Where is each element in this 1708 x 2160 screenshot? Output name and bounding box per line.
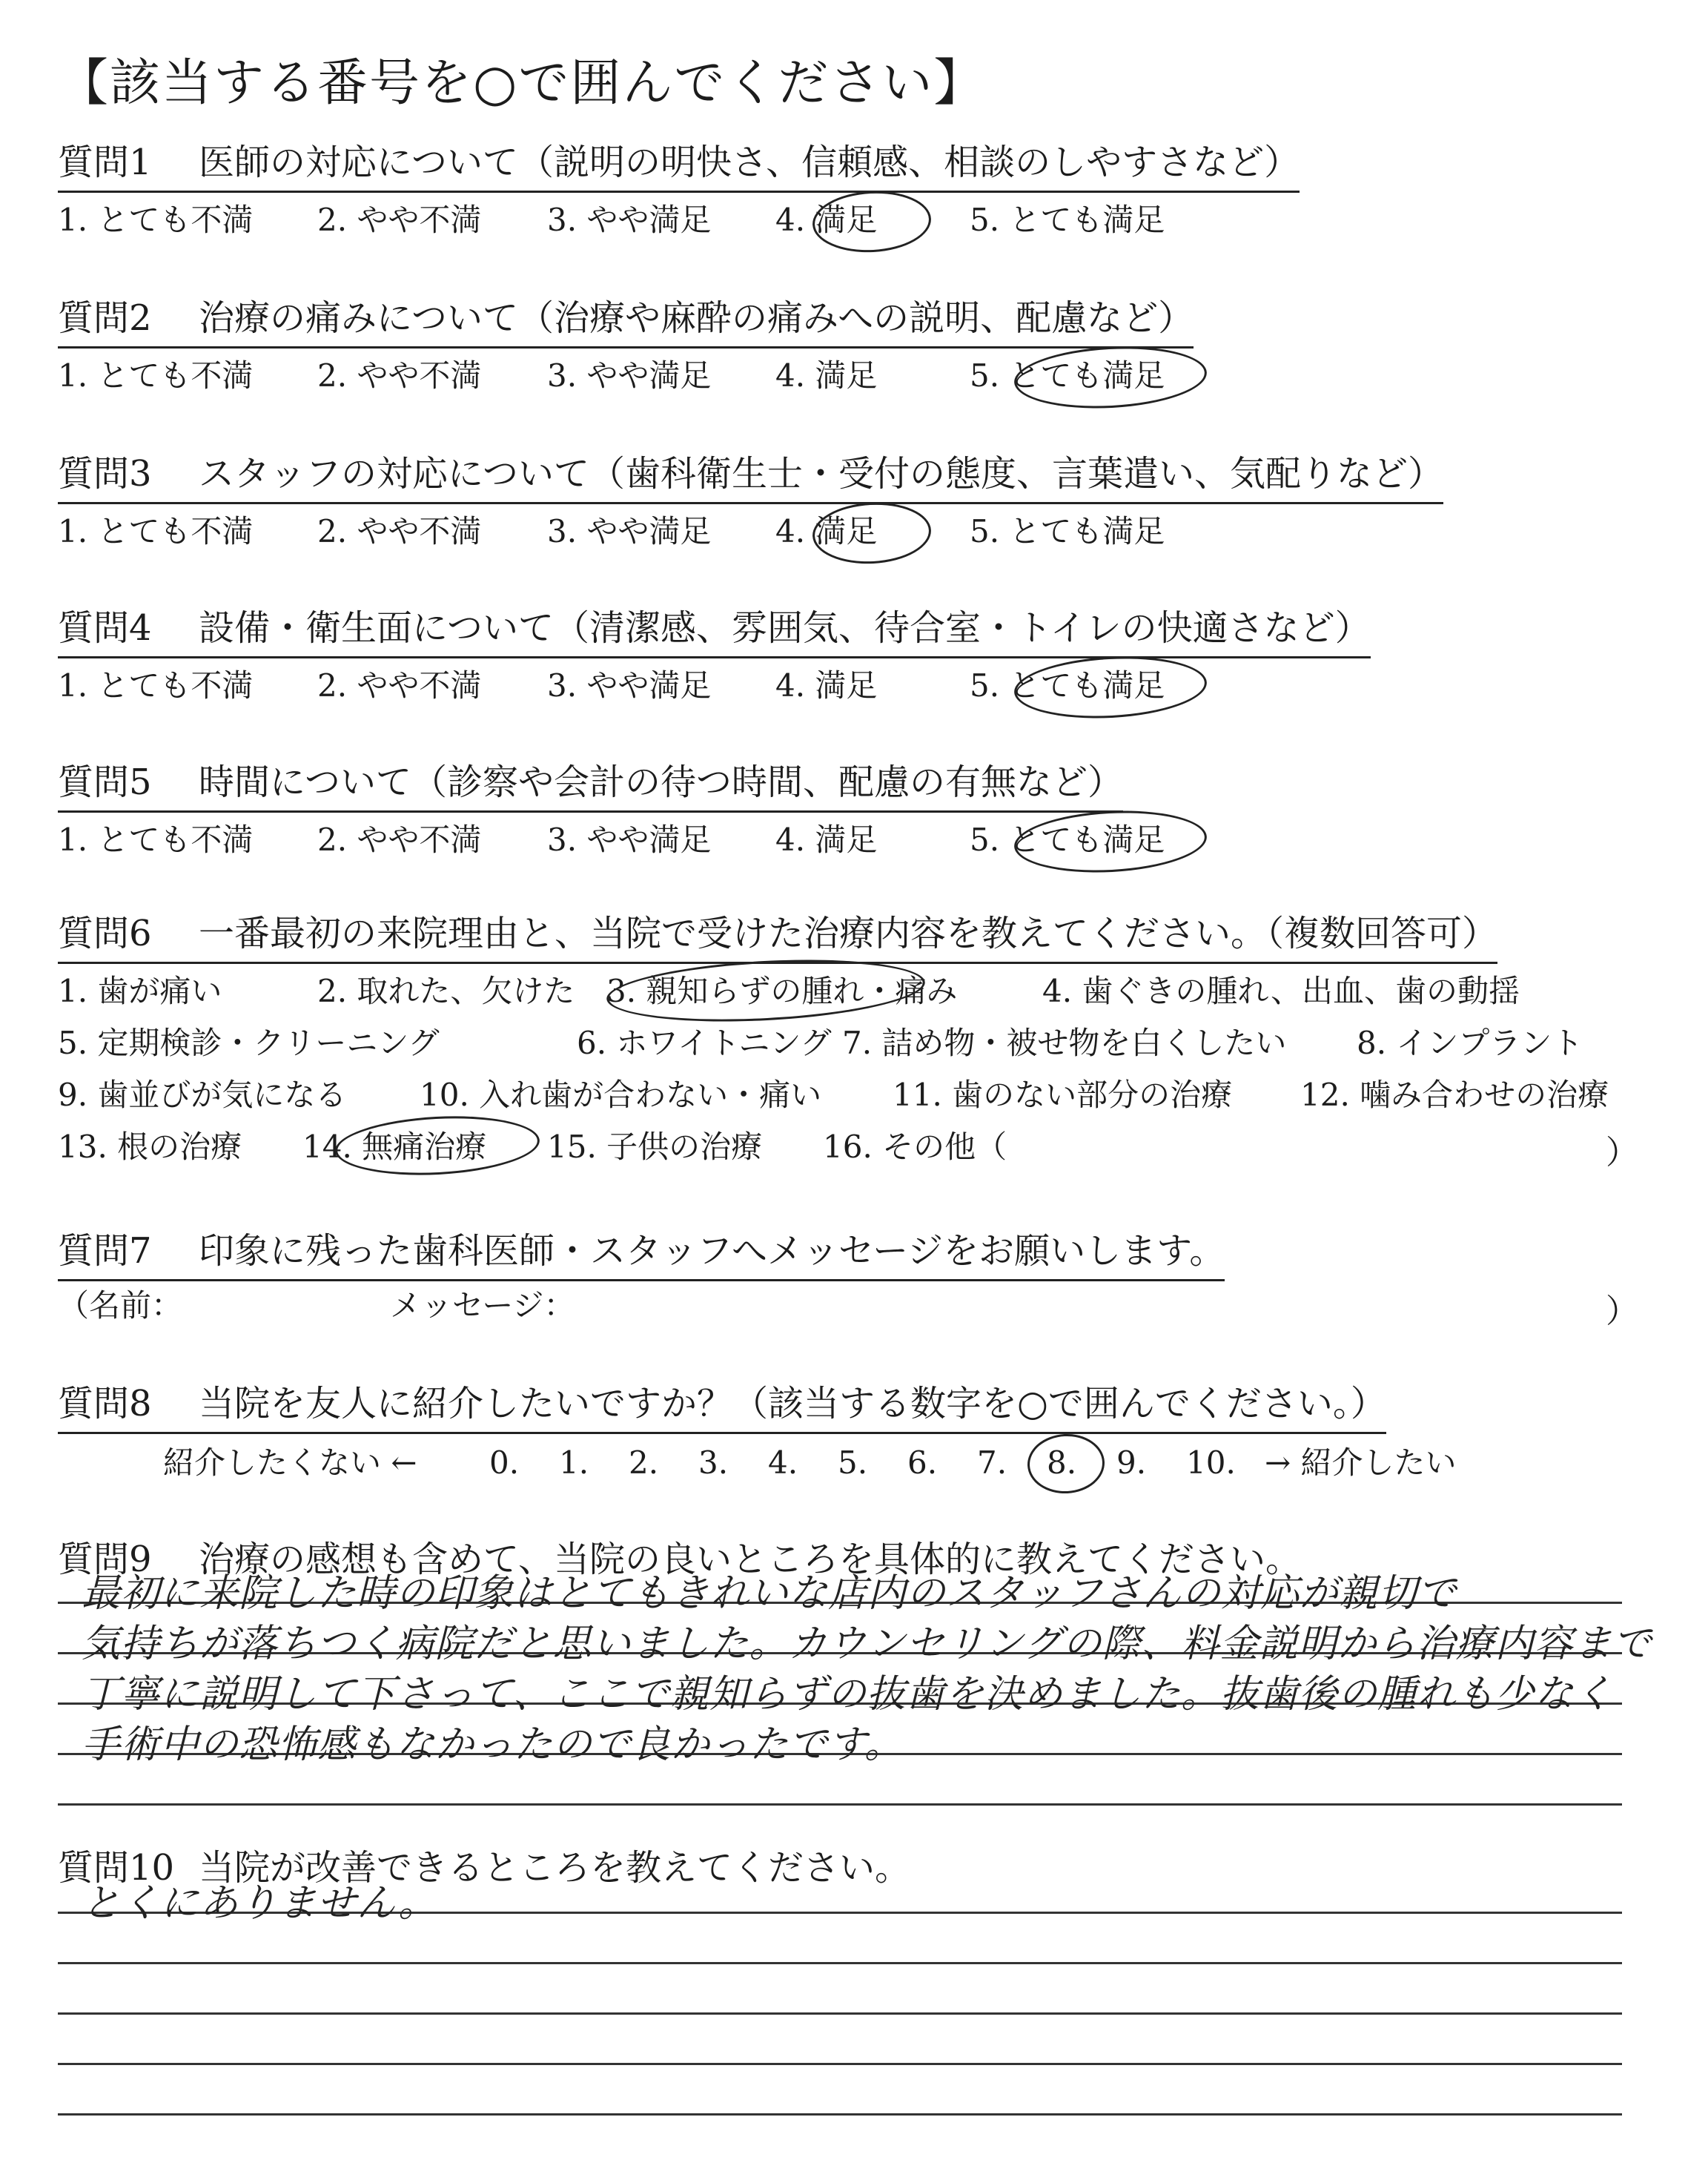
q4-option[interactable]: 3. やや満足 [547,667,712,704]
q3-option[interactable]: 3. やや満足 [547,513,712,549]
q9-handwritten-line: 丁寧に説明して下さって、ここで親知らずの抜歯を決めました。抜歯後の腫れも少なく [82,1672,1613,1717]
q8-scale-option[interactable]: 10. [1186,1444,1236,1481]
q6-option[interactable]: 6. ホワイトニング [577,1025,832,1061]
q2-selection-circle [1013,342,1208,412]
q2-text: 治療の痛みについて（治療や麻酔の痛みへの説明、配慮など） [199,297,1194,339]
q7-message-label: メッセージ： [390,1287,575,1324]
q9-handwritten-line: 気持ちが落ちつく病院だと思いました。カウンセリングの際、料金説明から治療内容まで [82,1622,1652,1666]
q8-scale-option[interactable]: 5. [838,1444,868,1481]
q3-heading [58,454,1443,504]
q8-scale-option[interactable]: 1. [559,1444,589,1481]
q4-option[interactable]: 4. 満足 [775,667,878,704]
q3-option[interactable]: 1. とても不満 [58,513,254,549]
q10-answer-rule [58,2113,1622,2116]
q4-option[interactable]: 2. やや不満 [317,667,482,704]
q10-text: 当院が改善できるところを教えてください。 [199,1847,911,1889]
q8-selection-circle [1026,1432,1106,1495]
q10-number: 質問10 [58,1847,175,1889]
q6-option[interactable]: 8. インプラント [1357,1025,1583,1061]
q6-close-paren: ） [1606,1134,1638,1172]
q1-selection-circle [811,188,933,255]
q9-answer-rule [58,1803,1622,1806]
q6-selection-circle [334,1112,541,1180]
q2-option[interactable]: 4. 満足 [775,357,878,394]
q3-text: スタッフの対応について（歯科衛生士・受付の態度、言葉遣い、気配りなど） [199,453,1444,495]
q4-text: 設備・衛生面について（清潔感、雰囲気、待合室・トイレの快適さなど） [199,607,1371,649]
q9-text: 治療の感想も含めて、当院の良いところを具体的に教えてください。 [199,1539,1302,1580]
q2-number: 質問2 [58,297,152,339]
q6-option[interactable]: 2. 取れた、欠けた [317,973,575,1009]
q1-option[interactable]: 2. やや不満 [317,202,482,238]
q10-answer-rule [58,1962,1622,1964]
q3-number: 質問3 [58,453,152,495]
q1-heading [58,142,1300,193]
q1-option[interactable]: 4. 満足 [775,202,878,238]
q6-option[interactable]: 10. 入れ歯が合わない・痛い [420,1077,822,1113]
q6-text: 一番最初の来院理由と、当院で受けた治療内容を教えてください。（複数回答可） [199,913,1498,954]
q4-heading [58,608,1371,658]
q4-option[interactable]: 5. とても満足 [970,667,1165,704]
q9-handwritten-line: 手術中の恐怖感もなかったので良かったです。 [82,1723,904,1767]
q5-number: 質問5 [58,762,152,803]
q8-heading [58,1384,1386,1434]
q9-number: 質問9 [58,1539,152,1580]
q1-option[interactable]: 1. とても不満 [58,202,254,238]
q6-option[interactable]: 15. 子供の治療 [547,1129,763,1165]
q6-option[interactable]: 14. 無痛治療 [302,1129,487,1165]
q8-text: 当院を友人に紹介したいですか？（該当する数字を○で囲んでください。） [199,1383,1386,1424]
q5-option[interactable]: 1. とても不満 [58,822,254,858]
q1-text: 医師の対応について（説明の明快さ、信頼感、相談のしやすさなど） [199,142,1300,183]
q3-option[interactable]: 2. やや不満 [317,513,482,549]
q6-heading [58,914,1497,964]
q7-text: 印象に残った歯科医師・スタッフへメッセージをお願いします。 [199,1230,1225,1272]
q2-option[interactable]: 1. とても不満 [58,357,254,394]
q8-scale-option[interactable]: 0. [489,1444,520,1481]
q5-text: 時間について（診察や会計の待つ時間、配慮の有無など） [199,762,1124,803]
q1-option[interactable]: 5. とても満足 [970,202,1165,238]
q10-handwritten-line: とくにありません。 [82,1881,438,1926]
q8-right-label: → 紹介したい [1265,1444,1457,1481]
q2-option[interactable]: 5. とても満足 [970,357,1165,394]
q6-number: 質問6 [58,913,152,954]
q4-selection-circle [1013,652,1208,722]
q7-name-label: （名前： [58,1287,183,1324]
q6-option[interactable]: 1. 歯が痛い [58,973,222,1009]
q5-option[interactable]: 2. やや不満 [317,822,482,858]
q3-selection-circle [811,500,933,567]
q7-close-paren: ） [1606,1292,1638,1330]
q6-option[interactable]: 16. その他（ [823,1129,1007,1165]
q4-option[interactable]: 1. とても不満 [58,667,254,704]
q8-scale-option[interactable]: 3. [698,1444,729,1481]
q6-option[interactable]: 7. 詰め物・被せ物を白くしたい [842,1025,1287,1061]
q5-selection-circle [1013,806,1208,876]
q6-option[interactable]: 5. 定期検診・クリーニング [58,1025,440,1061]
q6-option[interactable]: 9. 歯並びが気になる [58,1077,347,1113]
q1-number: 質問1 [58,142,152,183]
q8-scale-option[interactable]: 9. [1116,1444,1147,1481]
page-title: 【該当する番号を○で囲んでください】 [58,54,986,113]
q2-option[interactable]: 3. やや満足 [547,357,712,394]
q5-heading [58,762,1123,813]
q10-answer-rule [58,2012,1622,2015]
q8-number: 質問8 [58,1383,152,1424]
q3-option[interactable]: 4. 満足 [775,513,878,549]
q1-option[interactable]: 3. やや満足 [547,202,712,238]
q5-option[interactable]: 3. やや満足 [547,822,712,858]
q8-scale-option[interactable]: 2. [629,1444,659,1481]
q8-scale-option[interactable]: 8. [1047,1444,1077,1481]
q2-option[interactable]: 2. やや不満 [317,357,482,394]
q7-number: 質問7 [58,1230,152,1272]
q2-heading [58,298,1194,349]
q5-option[interactable]: 4. 満足 [775,822,878,858]
q6-option[interactable]: 11. 歯のない部分の治療 [893,1077,1233,1113]
q6-option[interactable]: 3. 親知らずの腫れ・痛み [606,973,958,1009]
q9-handwritten-line: 最初に来院した時の印象はとてもきれいな店内のスタッフさんの対応が親切で [82,1571,1457,1616]
q7-heading [58,1231,1225,1281]
q5-option[interactable]: 5. とても満足 [970,822,1165,858]
q8-scale-option[interactable]: 6. [907,1444,938,1481]
q6-option[interactable]: 12. 噛み合わせの治療 [1300,1077,1609,1113]
q6-option[interactable]: 4. 歯ぐきの腫れ、出血、歯の動揺 [1042,973,1520,1009]
q4-number: 質問4 [58,607,152,649]
q10-answer-rule [58,2063,1622,2065]
q8-left-label: 紹介したくない ← [163,1444,417,1481]
q3-option[interactable]: 5. とても満足 [970,513,1165,549]
q8-scale-option[interactable]: 7. [977,1444,1007,1481]
q8-scale-option[interactable]: 4. [768,1444,798,1481]
q6-option[interactable]: 13. 根の治療 [58,1129,242,1165]
